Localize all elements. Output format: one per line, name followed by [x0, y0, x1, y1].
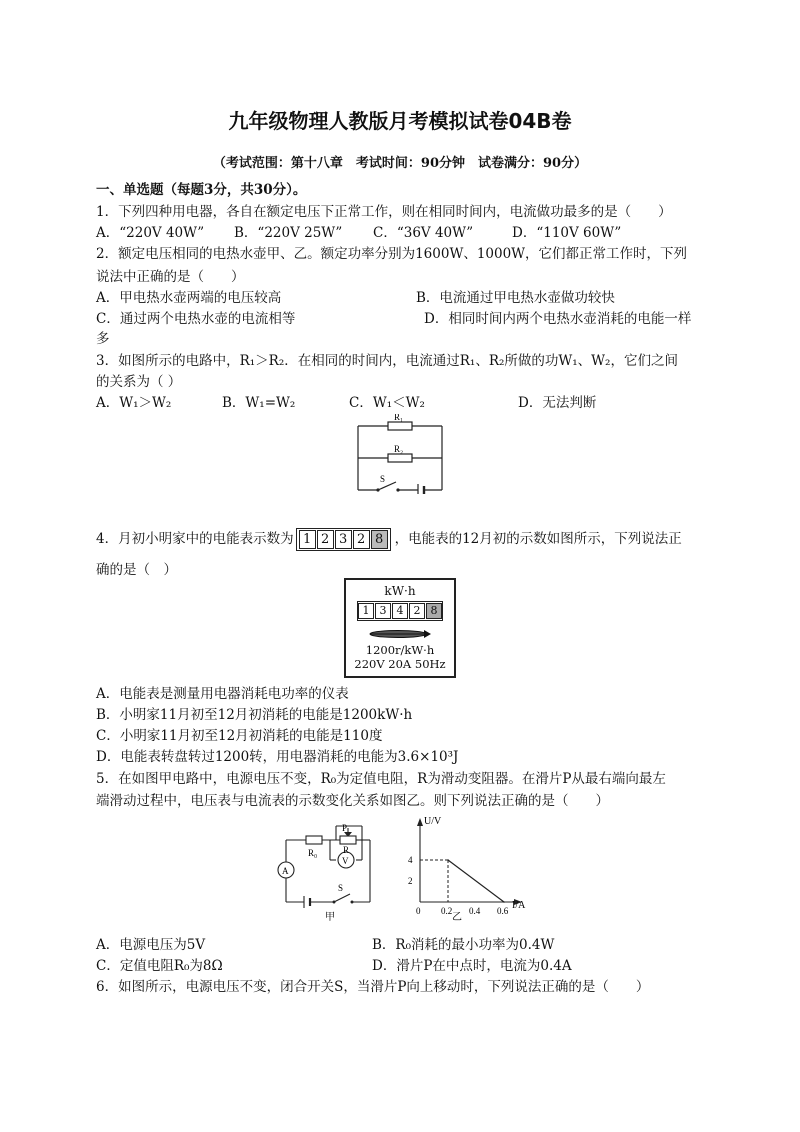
meter-digit: 1	[358, 603, 374, 619]
q5-circuit-jia	[270, 820, 382, 922]
meter-digit: 3	[375, 603, 391, 619]
circuit-caption: 甲	[325, 912, 335, 922]
q5-option-b: B．R₀消耗的最小功率为0.4W	[372, 937, 555, 953]
meter-spec-revolutions: 1200r/kW·h	[365, 643, 435, 657]
inline-digit: 2	[317, 530, 334, 549]
q4-option-d: D．电能表转盘转过1200转，用电器消耗的电能为3.6×10³J	[96, 749, 459, 765]
meter-digit: 4	[392, 603, 408, 619]
q4-stem-line2: 确的是（ ）	[96, 562, 177, 578]
r1-label: R₁	[394, 414, 404, 422]
meter-digit: 2	[409, 603, 425, 619]
q4-option-b: B．小明家11月初至12月初消耗的电能是1200kW·h	[96, 707, 413, 723]
section-heading: 一、单选题（每题3分，共30分）。	[96, 182, 307, 198]
meter-rotating-disc-icon	[368, 628, 432, 640]
r1-resistor	[388, 422, 412, 430]
q2-option-d-wrap: 多	[96, 331, 110, 347]
q2-stem-line1: 2．额定电压相同的电热水壶甲、乙。额定功率分别为1600W、1000W，它们都正常工作时，下列	[96, 246, 688, 262]
q4-stem-line1	[96, 528, 682, 551]
q5-stem-line2: 端滑动过程中，电压表与电流表的示数变化关系如图乙。则下列说法正确的是（ ）	[96, 793, 609, 809]
q4-stem-post: ，电能表的12月初的示数如图所示，下列说法正	[394, 531, 682, 547]
data-point	[447, 859, 449, 861]
q5-option-d: D．滑片P在中点时，电流为0.4A	[372, 958, 572, 974]
y-axis-label: U/V	[424, 816, 442, 827]
inline-meter-reading	[296, 528, 391, 551]
q5-uv-chart	[400, 812, 540, 924]
voltmeter-label: V	[342, 856, 349, 866]
q3-stem-line2: 的关系为（ ）	[96, 374, 182, 390]
r0-label: R₀	[308, 848, 318, 858]
inline-digit: 3	[335, 530, 352, 549]
x-axis-label: I/A	[512, 900, 526, 911]
inline-digit: 2	[353, 530, 370, 549]
switch-label: S	[380, 474, 386, 484]
q3-option-a: A．W₁＞W₂	[96, 395, 172, 411]
page-title: 九年级物理人教版月考模拟试卷04B卷	[228, 109, 572, 133]
q6-stem: 6．如图所示，电源电压不变，闭合开关S，当滑片P向上移动时，下列说法正确的是（ ）	[96, 979, 650, 995]
meter-digit-decimal: 8	[426, 603, 442, 619]
q3-option-d: D．无法判断	[518, 395, 597, 411]
y-axis-arrow	[417, 818, 423, 826]
q4-option-a: A．电能表是测量用电器消耗电功率的仪表	[96, 686, 349, 702]
q2-option-d: D．相同时间内两个电热水壶消耗的电能一样	[424, 311, 692, 327]
q3-parallel-circuit	[350, 414, 450, 494]
switch-label: S	[338, 883, 344, 893]
meter-spec-rating: 220V 20A 50Hz	[354, 657, 446, 671]
q4-stem-pre: 4．月初小明家中的电能表示数为	[96, 531, 294, 547]
x-tick-label: 0.6	[497, 906, 509, 916]
inline-digit: 1	[299, 530, 316, 549]
y-tick-label: 2	[408, 876, 413, 886]
q4-option-c: C．小明家11月初至12月初消耗的电能是110度	[96, 728, 383, 744]
q3-option-c: C．W₁＜W₂	[349, 395, 425, 411]
chart-caption: 乙	[452, 912, 462, 923]
y-tick-label: 4	[408, 855, 413, 865]
q3-option-b: B．W₁=W₂	[222, 395, 296, 411]
data-point	[503, 901, 505, 903]
series-line	[448, 860, 504, 902]
r0-resistor	[306, 836, 322, 844]
r2-label: R₂	[394, 444, 404, 454]
electricity-meter	[344, 578, 456, 678]
q2-option-a: A．甲电热水壶两端的电压较高	[96, 290, 282, 306]
meter-unit: kW·h	[384, 584, 416, 598]
q2-option-b: B．电流通过甲电热水壶做功较快	[416, 290, 615, 306]
q1-option-c: C．“36V 40W”	[373, 225, 474, 241]
rheostat-resistor	[340, 836, 356, 844]
q1-option-a: A．“220V 40W”	[96, 225, 205, 241]
q5-option-a: A．电源电压为5V	[96, 937, 206, 953]
q1-option-d: D．“110V 60W”	[512, 225, 622, 241]
ammeter-label: A	[282, 866, 289, 876]
x-tick-label: 0.2	[441, 906, 453, 916]
q3-stem-line1: 3．如图所示的电路中，R₁＞R₂．在相同的时间内，电流通过R₁、R₂所做的功W₁、W₂，它们之间	[96, 353, 678, 369]
exam-info: （考试范围：第十八章 考试时间：90分钟 试卷满分：90分）	[212, 156, 588, 171]
x-tick-label: 0.4	[469, 906, 481, 916]
q1-stem: 1．下列四种用电器，各自在额定电压下正常工作，则在相同时间内，电流做功最多的是（ ）	[96, 204, 672, 220]
r2-resistor	[388, 454, 412, 462]
x-tick-label: 0	[416, 906, 421, 916]
meter-digit-window	[357, 601, 443, 621]
q5-option-c: C．定值电阻R₀为8Ω	[96, 958, 223, 974]
q2-option-c: C．通过两个电热水壶的电流相等	[96, 311, 296, 327]
r-label: R	[343, 845, 350, 855]
p-label: P	[342, 823, 348, 833]
q2-stem-line2: 说法中正确的是（ ）	[96, 269, 245, 285]
q5-stem-line1: 5．在如图甲电路中，电源电压不变，R₀为定值电阻，R为滑动变阻器。在滑片P从最右端向最左	[96, 771, 666, 787]
q1-option-b: B．“220V 25W”	[234, 225, 343, 241]
inline-digit-decimal: 8	[371, 530, 388, 549]
